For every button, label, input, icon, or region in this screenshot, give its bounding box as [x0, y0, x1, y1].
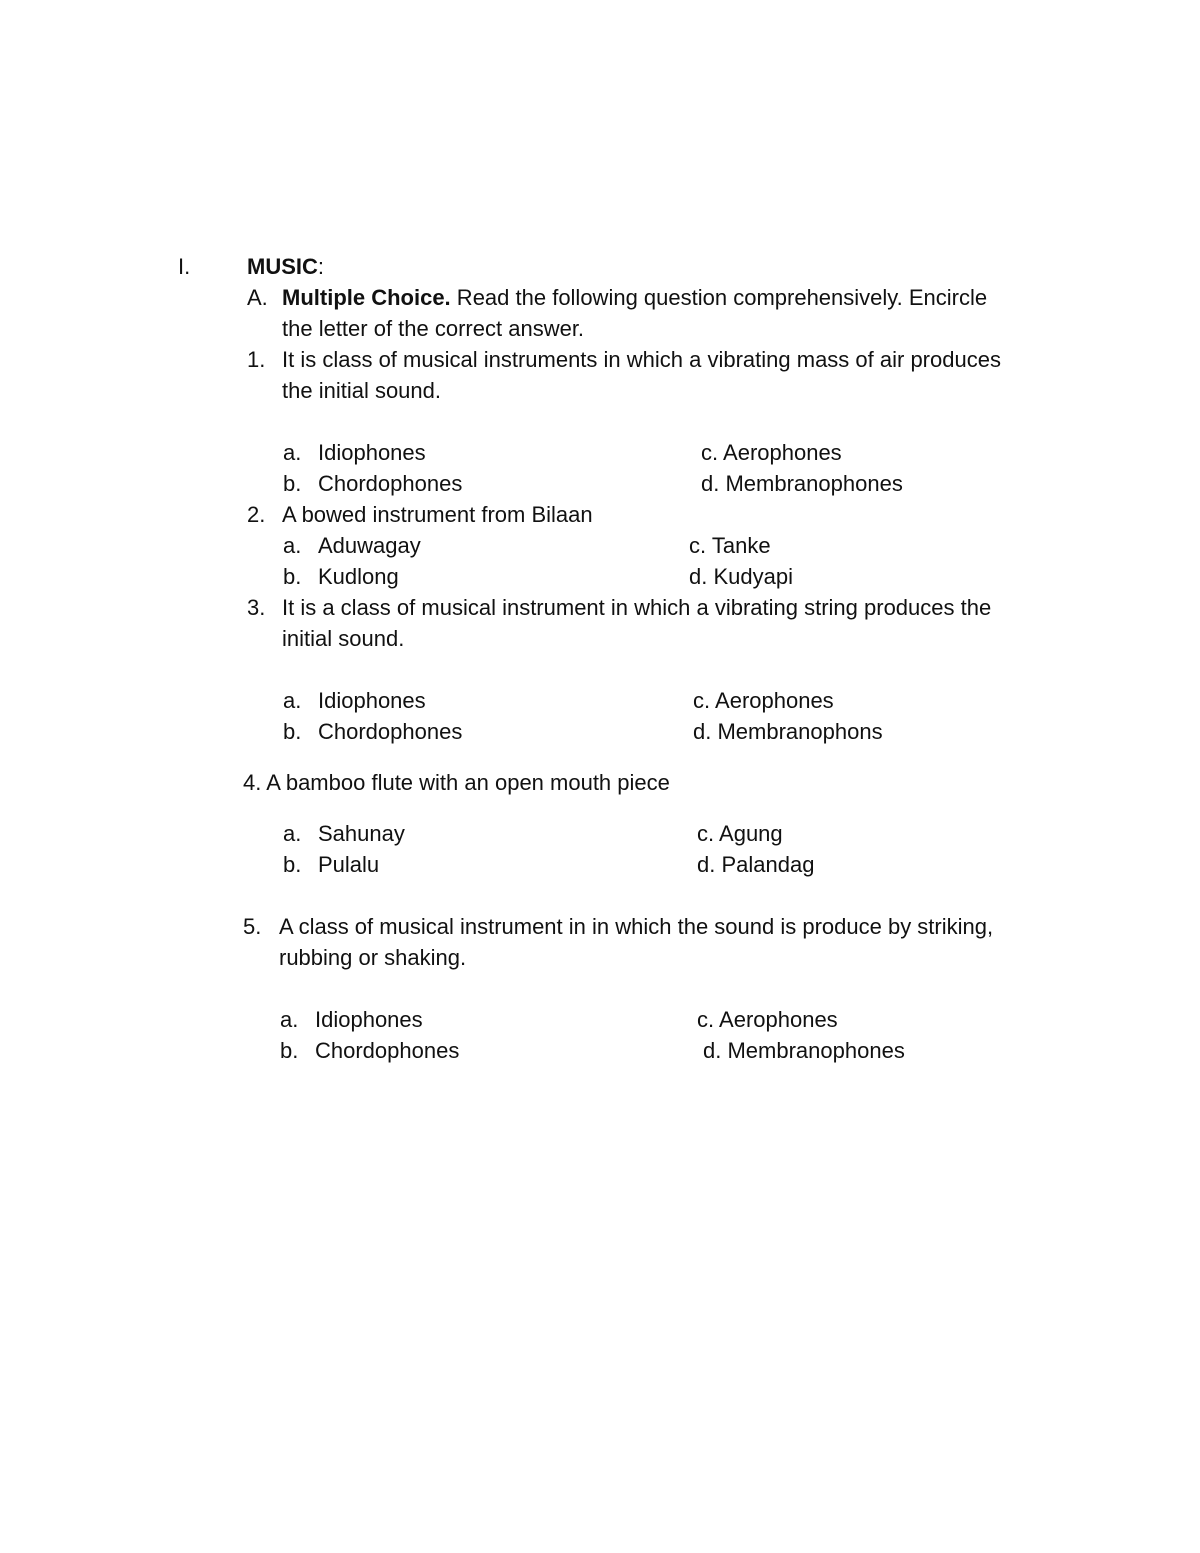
q2-choice-b-letter: b. — [283, 564, 302, 589]
question-3-number: 3. — [247, 595, 266, 620]
q4-choice-c-letter: c. — [697, 821, 715, 846]
question-5-number: 5. — [243, 914, 262, 939]
q2-choice-d — [689, 564, 793, 590]
q5-choice-d-letter: d. — [703, 1038, 722, 1063]
question-4-text-line-1: A bamboo flute with an open mouth piece — [266, 770, 670, 795]
question-4 — [243, 770, 670, 796]
q4-choice-b-letter: b. — [283, 852, 302, 877]
part-instruction-line-1 — [282, 285, 987, 311]
q2-choice-c — [689, 533, 771, 559]
q5-choice-c-letter: c. — [697, 1007, 715, 1032]
q5-choice-d-text: Membranophones — [727, 1038, 905, 1063]
q5-choice-c — [697, 1007, 838, 1033]
question-4-number: 4. — [243, 770, 262, 795]
question-1-number: 1. — [247, 347, 266, 372]
question-1-text-line-2: the initial sound. — [282, 378, 441, 403]
q1-choice-b-letter: b. — [283, 471, 302, 496]
q3-choice-c-letter: c. — [693, 688, 711, 713]
q5-choice-c-text: Aerophones — [719, 1007, 838, 1032]
q1-choice-c-text: Aerophones — [723, 440, 842, 465]
part-instruction-line-2: the letter of the correct answer. — [282, 316, 585, 341]
question-3-text-line-1: It is a class of musical instrument in which a vibrating string produces the — [282, 595, 992, 620]
q5-choice-a-letter: a. — [280, 1007, 299, 1032]
part-letter: A. — [247, 285, 268, 310]
q5-choice-d — [703, 1038, 905, 1064]
q5-choice-b-text: Chordophones — [315, 1038, 460, 1063]
section-numeral: I. — [178, 254, 191, 279]
q4-choice-b-text: Pulalu — [318, 852, 380, 877]
section-title: MUSIC — [247, 254, 318, 279]
q4-choice-c — [697, 821, 783, 847]
question-2-number: 2. — [247, 502, 266, 527]
q5-choice-a-text: Idiophones — [315, 1007, 423, 1032]
q3-choice-b-letter: b. — [283, 719, 302, 744]
section-colon: : — [317, 254, 325, 279]
q4-choice-d-text: Palandag — [721, 852, 815, 877]
q2-choice-b-text: Kudlong — [318, 564, 399, 589]
question-1-text-line-1: It is class of musical instruments in which a vibrating mass of air produces — [282, 347, 1001, 372]
q3-choice-d-text: Membranophons — [717, 719, 883, 744]
q2-choice-c-letter: c. — [689, 533, 707, 558]
q1-choice-c-letter: c. — [701, 440, 719, 465]
question-5-text-line-2: rubbing or shaking. — [279, 945, 467, 970]
q1-choice-b-text: Chordophones — [318, 471, 463, 496]
q3-choice-a-text: Idiophones — [318, 688, 426, 713]
part-instruction-text: Read the following question comprehensively. Encircle — [450, 285, 988, 310]
q1-choice-d-text: Membranophones — [725, 471, 903, 496]
q2-choice-d-letter: d. — [689, 564, 708, 589]
q4-choice-d-letter: d. — [697, 852, 716, 877]
q3-choice-a-letter: a. — [283, 688, 302, 713]
q4-choice-c-text: Agung — [719, 821, 783, 846]
q1-choice-d — [701, 471, 903, 497]
q1-choice-c — [701, 440, 842, 466]
q1-choice-a-text: Idiophones — [318, 440, 426, 465]
part-bold-label: Multiple Choice. — [282, 285, 451, 310]
q2-choice-c-text: Tanke — [711, 533, 771, 558]
q1-choice-a-letter: a. — [283, 440, 302, 465]
question-5-text-line-1: A class of musical instrument in in which the sound is produce by striking, — [279, 914, 994, 939]
q4-choice-a-letter: a. — [283, 821, 302, 846]
q1-choice-d-letter: d. — [701, 471, 720, 496]
question-2-text-line-1: A bowed instrument from Bilaan — [282, 502, 593, 527]
q3-choice-d — [693, 719, 883, 745]
q5-choice-b-letter: b. — [280, 1038, 299, 1063]
q2-choice-d-text: Kudyapi — [713, 564, 793, 589]
question-3-text-line-2: initial sound. — [282, 626, 405, 651]
q2-choice-a-text: Aduwagay — [318, 533, 421, 558]
q2-choice-a-letter: a. — [283, 533, 302, 558]
section-heading — [247, 254, 324, 280]
q3-choice-d-letter: d. — [693, 719, 712, 744]
q3-choice-c-text: Aerophones — [715, 688, 834, 713]
q4-choice-d — [697, 852, 814, 878]
q4-choice-a-text: Sahunay — [318, 821, 405, 846]
q3-choice-c — [693, 688, 834, 714]
q3-choice-b-text: Chordophones — [318, 719, 463, 744]
